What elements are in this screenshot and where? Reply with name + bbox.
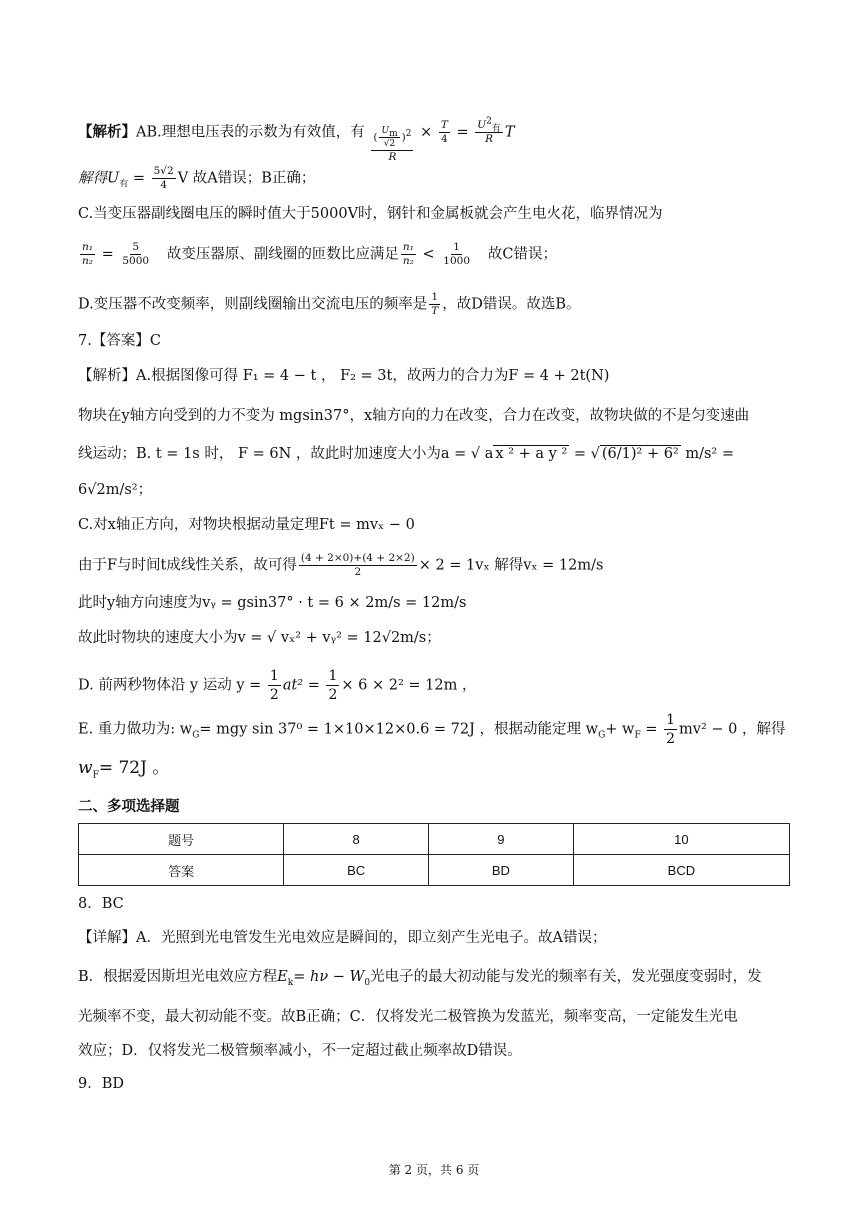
ratio-fraction-1: $\frac{5}{5000}$ (122, 241, 150, 267)
detail-8-line-2: B．根据爱因斯坦光电效应方程$E_k= h\nu - W_0$光电子的最大初动能与发光的频率有关，发光强度变弱时，发 (78, 969, 762, 988)
page-footer: 第 2 页，共 6 页 (388, 1163, 480, 1177)
frequency-fraction: $\frac{1}{T}$ (431, 291, 439, 317)
detail-8-line-1: 【详解】A．光照到光电管发生光电效应是瞬间的，即立刻产生光电子。故A错误； (78, 930, 607, 946)
table-cell: BD (429, 855, 574, 886)
analysis-7-line-6: 由于F与时间t成线性关系，故可得 $\frac{(4 + 2\times 0)+(4 + 2\times 2)}{2}$ × 2 = 1vₓ 解得vₓ = 12m/s (78, 552, 604, 578)
table-cell: BC (284, 855, 429, 886)
answer-9: 9．BD (78, 1076, 125, 1092)
detail-8-line-3: 光频率不变，最大初动能不变。故B正确；C．仅将发光二极管换为发蓝光，频率变高，一定能发生光电 (78, 1009, 738, 1025)
ueff-fraction: $\frac{5√2}{4}$ (153, 165, 174, 191)
answer-7: 7.【答案】C (78, 333, 161, 349)
analysis-7-line-4: 6√2m/s²； (78, 482, 153, 498)
analysis-line-4: $\frac{\text{n₁}}{\text{n₂}}$ = $\frac{5}{5000}$ 故变压器原、副线圈的匝数比应满足 $\frac{\text{n₁}}{\text{n₂}}$ < $\frac{1}{1000}$ 故C错误； (82, 241, 557, 267)
analysis-7-line-3: 线运动；B. t = 1s 时， F = 6N ，故此时加速度大小为a = √ a x ² + a y ² = √ (6/1)² + 6² m/s² = (78, 446, 735, 462)
effective-fraction: $\frac{U^2_有}{R}$ (477, 116, 501, 145)
momentum-fraction: $\frac{(4 + 2\times 0)+(4 + 2\times 2)}{2}$ (300, 552, 415, 578)
half-fraction-1: $\frac{1}{2}$ (269, 668, 279, 703)
answer-8: 8．BC (78, 896, 124, 912)
turns-ratio-fraction: $\frac{\text{n₁}}{\text{n₂}}$ (82, 241, 93, 267)
analysis-7-line-7: 此时y轴方向速度为vᵧ = gsin37° · t = 6 × 2m/s = 12m/s (78, 595, 467, 611)
table-cell: 9 (429, 824, 574, 855)
table-row (79, 855, 790, 886)
half-fraction-3: $\frac{1}{2}$ (666, 712, 675, 747)
ratio-fraction-2: $\frac{1}{1000}$ (443, 241, 471, 267)
analysis-7-line-10: E. 重力做功为: $w_G=$ mgy sin 37⁰ = 1×10×12×0.6 = 72J ，根据动能定理 $w_G+ w_F$ = $\frac{1}{2}$ mv² − 0 ，解得 (78, 712, 786, 747)
section-heading: 二、多项选择题 (78, 798, 180, 815)
detail-8-line-4: 效应；D．仅将发光二极管频率减小，不一定超过截止频率故D错误。 (78, 1043, 522, 1059)
analysis-line-3: C.当变压器副线圈电压的瞬时值大于5000V时，钢针和金属板就会产生电火花，临界情况为 (78, 206, 663, 222)
table-cell: BCD (573, 855, 789, 886)
analysis-line-2: 解得$U_有$ = $\frac{5√2}{4}$ V 故A错误；B正确； (78, 165, 316, 191)
analysis-text: AB.理想电压表的示数为有效值，有 (136, 124, 365, 141)
table-cell: 答案 (79, 855, 284, 886)
analysis-line-5: D.变压器不改变频率，则副线圈输出交流电压的频率是 $\frac{1}{T}$ ，故D错误。故选B。 (78, 291, 581, 317)
analysis-7-line-5: C.对x轴正方向，对物块根据动量定理Ft = mvₓ − 0 (78, 517, 415, 533)
analysis-7-line-9: D. 前两秒物体沿 y 运动 y = $\frac{1}{2}$ at² = $\frac{1}{2}$ × 6 × 2² = 12m ， (78, 668, 477, 703)
analysis-7-line-2: 物块在y轴方向受到的力不变为 mgsin37°，x轴方向的力在改变，合力在改变，故物块做的不是匀变速曲 (78, 408, 750, 424)
time-fraction: $\frac{T}{4}$ (440, 119, 448, 145)
answer-table (78, 823, 790, 886)
half-fraction-2: $\frac{1}{2}$ (328, 668, 338, 703)
table-cell: 8 (284, 824, 429, 855)
table-cell: 题号 (79, 824, 284, 855)
table-row (79, 824, 790, 855)
analysis-line-1: 【解析】AB.理想电压表的示数为有效值，有 ( $\frac{U_m}{√2}$ )$^2$ R × $\frac{T}{4}$ = $\frac{U^2_有}{R}$ T (78, 116, 515, 163)
power-fraction: ( $\frac{U_m}{√2}$ )$^2$ R (373, 126, 412, 163)
analysis-7-line-8: 故此时物块的速度大小为v = √ vₓ² + vᵧ² = 12√2m/s； (78, 630, 441, 646)
table-cell: 10 (573, 824, 789, 855)
turns-ratio-fraction-2: $\frac{\text{n₁}}{\text{n₂}}$ (402, 241, 414, 267)
analysis-7-line-1: 【解析】A.根据图像可得 F₁ = 4 − t ， F₂ = 3t，故两力的合力为F = 4 + 2t(N) (78, 368, 610, 384)
analysis-7-line-11: $w_F= 72J$ 。 (78, 758, 170, 781)
analysis-tag: 【解析】 (78, 123, 136, 141)
